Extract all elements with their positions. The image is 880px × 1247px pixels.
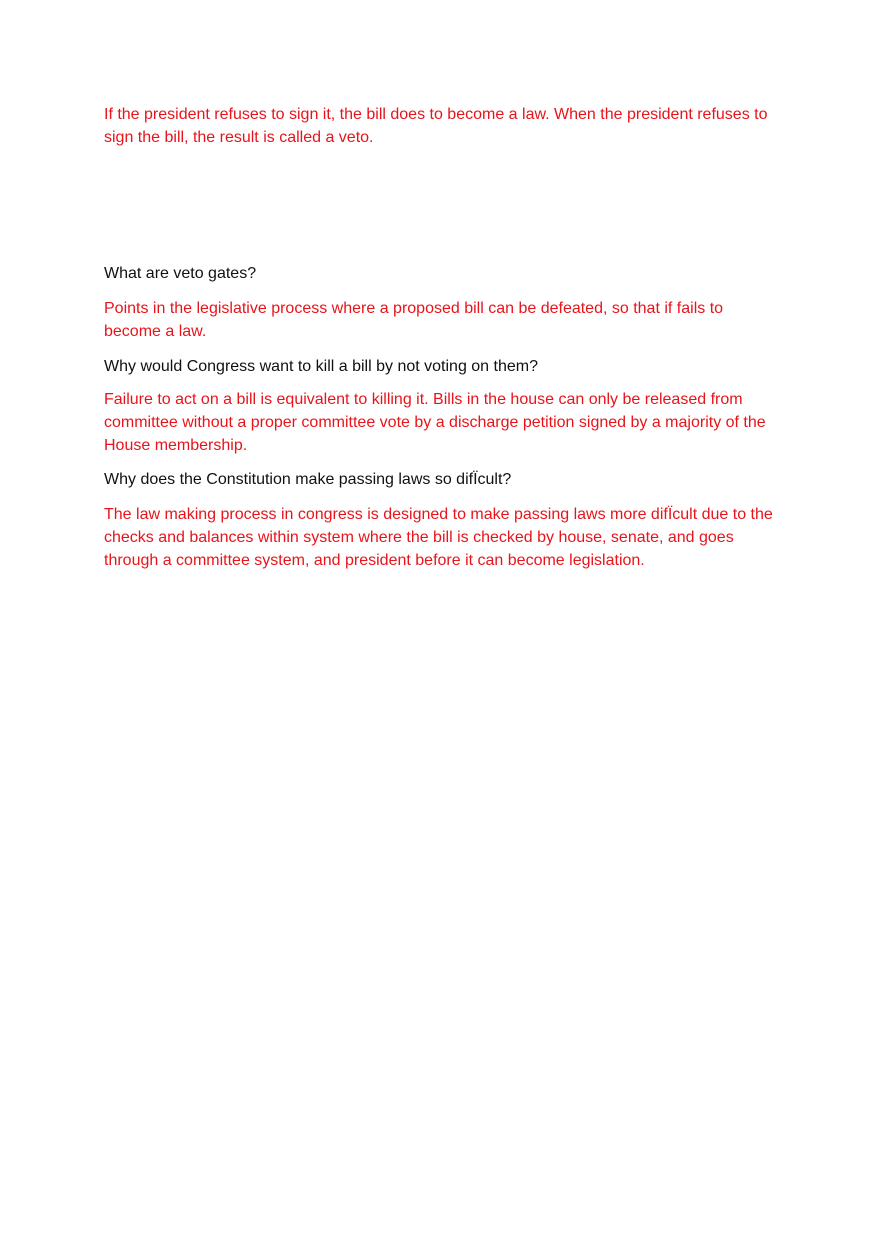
question-kill-bill: Why would Congress want to kill a bill by not voting on them? xyxy=(104,358,538,375)
question-veto-gates: What are veto gates? xyxy=(104,265,257,282)
answer-veto-gates: Points in the legislative process where a proposed bill can be defeated, so that if fails to become a law. xyxy=(104,300,724,340)
answer-paragraph-veto: If the president refuses to sign it, the bill does to become a law. When the president refuses to sign the bill, the result is called a veto. xyxy=(104,106,768,146)
answer-kill-bill: Failure to act on a bill is equivalent to killing it. Bills in the house can only be released from committee without a proper committee vote by a discharge petition signed by a majority of the House membership. xyxy=(104,391,766,454)
question-constitution-difficulty: Why does the Constitution make passing laws so difÏcult? xyxy=(104,471,512,488)
answer-constitution-difficulty: The law making process in congress is designed to make passing laws more difÏcult due to the checks and balances within system where the bill is checked by house, senate, and goes through a committee system, and president before it can become legislation. xyxy=(104,506,773,569)
